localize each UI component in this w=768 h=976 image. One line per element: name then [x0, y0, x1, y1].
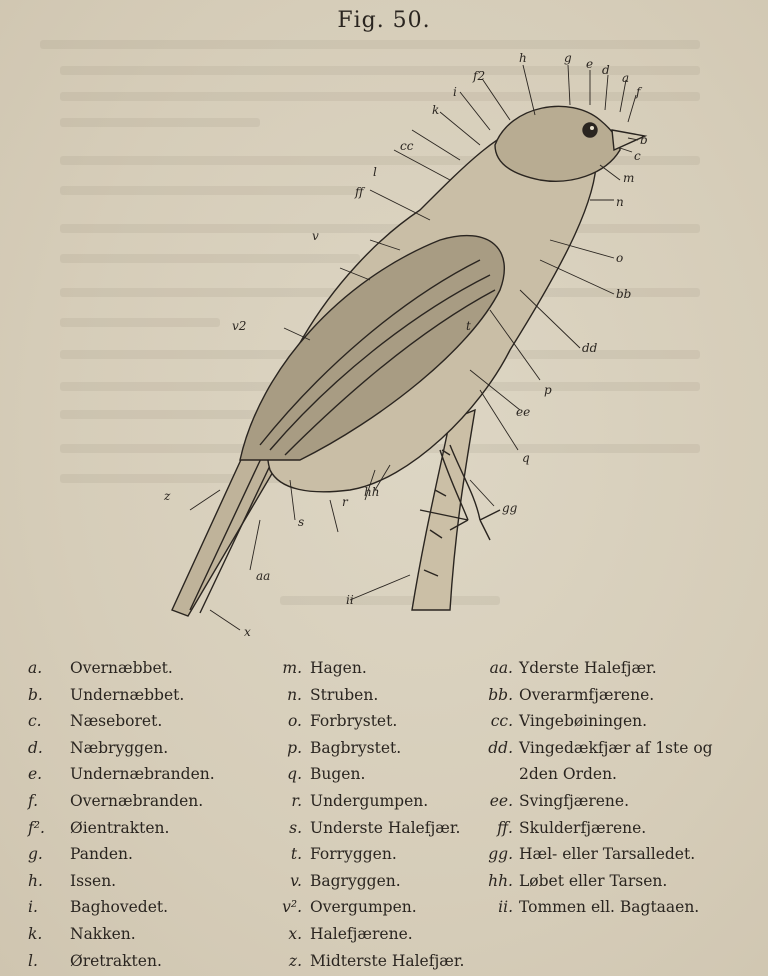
- callout-z: z: [164, 489, 171, 503]
- callout-gg: gg: [502, 501, 518, 515]
- legend-item: i. Baghovedet.: [28, 898, 169, 917]
- callout-b: b: [640, 133, 648, 147]
- legend-column-2: [256, 655, 486, 974]
- legend-column-1: [28, 655, 258, 974]
- legend-item: f². Øientrakten.: [28, 818, 170, 837]
- legend-item: n. Struben.: [287, 685, 379, 704]
- legend-item: gg. Hæl- eller Tarsalledet.: [488, 845, 696, 864]
- bird-figure: [150, 50, 750, 650]
- legend-item: q. Bugen.: [287, 765, 366, 784]
- legend-item: s. Underste Halefjær.: [289, 818, 461, 837]
- callout-v: v: [312, 229, 319, 243]
- legend-item: p. Bagbrystet.: [287, 738, 402, 757]
- callout-n: n: [616, 195, 624, 209]
- legend-item: o. Forbrystet.: [288, 712, 398, 731]
- legend-item: m. Hagen.: [282, 659, 367, 677]
- legend-item: b. Undernæbbet.: [28, 685, 185, 704]
- legend-item: z. Midterste Halefjær.: [288, 951, 465, 970]
- bleed-through-line: [40, 40, 700, 49]
- legend-item: g. Panden.: [28, 845, 133, 864]
- callout-bb: cc: [400, 139, 414, 153]
- callout-hh: hh: [364, 485, 380, 499]
- eye-highlight: [590, 126, 594, 130]
- callout-s: s: [298, 515, 305, 529]
- callout-d: d: [602, 63, 610, 77]
- callout-ff: ff: [355, 185, 364, 199]
- callout-x: x: [244, 625, 251, 639]
- legend-item: d. Næbryggen.: [28, 738, 169, 757]
- callout-o: o: [616, 251, 624, 265]
- legend-item: dd. Vingedækfjær af 1ste og 2den Orden.: [488, 738, 713, 784]
- callout-a: a: [622, 71, 630, 85]
- head: [495, 106, 620, 181]
- legend-item: v. Bagryggen.: [290, 871, 401, 890]
- legend-item: ii. Tommen ell. Bagtaaen.: [498, 898, 700, 917]
- callout-h: h: [519, 51, 527, 65]
- callout-l: l: [373, 165, 377, 179]
- legend-item: ff. Skulderfjærene.: [497, 818, 647, 837]
- callout-g: g: [564, 51, 572, 65]
- callout-m: m: [623, 171, 635, 185]
- callout-cc: bb: [616, 287, 632, 301]
- callout-p: p: [544, 383, 552, 397]
- callout-aa: aa: [256, 569, 271, 583]
- bird-engraving: [150, 50, 750, 650]
- callout-k: k: [432, 103, 440, 117]
- legend-item: t. Forryggen.: [290, 845, 397, 864]
- callout-f2: f2: [473, 69, 486, 83]
- callout-t: t: [466, 319, 471, 333]
- eye: [583, 123, 597, 137]
- legend-item: x. Halefjærene.: [288, 924, 413, 943]
- legend-item: k. Nakken.: [28, 924, 136, 943]
- legend-item: h. Issen.: [28, 871, 117, 890]
- legend-item: f. Overnæbranden.: [28, 791, 204, 810]
- legend-item: ee. Svingfjærene.: [489, 791, 630, 810]
- callout-ee: ee: [516, 405, 531, 419]
- legend-item: a. Overnæbbet.: [28, 659, 173, 677]
- callout-i: i: [453, 85, 457, 99]
- callout-dd: dd: [582, 341, 598, 355]
- legend-item: v². Overgumpen.: [282, 898, 417, 917]
- legend-item: r. Undergumpen.: [291, 791, 429, 810]
- legend-item: c. Næseboret.: [28, 712, 163, 731]
- callout-ii: ii: [346, 593, 354, 607]
- callout-c: c: [634, 149, 641, 163]
- legend-item: cc. Vingebøiningen.: [490, 712, 648, 731]
- callout-f: f: [636, 85, 641, 99]
- legend-item: aa. Yderste Halefjær.: [489, 659, 657, 677]
- legend-column-3: [483, 655, 753, 921]
- callout-v2: v2: [232, 319, 247, 333]
- callout-e: e: [586, 57, 594, 71]
- legend-item: bb. Overarmfjærene.: [488, 685, 655, 704]
- tail: [172, 440, 280, 616]
- legend-item: l. Øretrakten.: [28, 951, 162, 970]
- figure-title: Fig. 50.: [337, 8, 431, 33]
- callout-r: r: [342, 495, 348, 509]
- legend-item: hh. Løbet eller Tarsen.: [488, 871, 668, 890]
- legend-item: e. Undernæbranden.: [28, 765, 215, 784]
- callout-q: q: [522, 451, 530, 465]
